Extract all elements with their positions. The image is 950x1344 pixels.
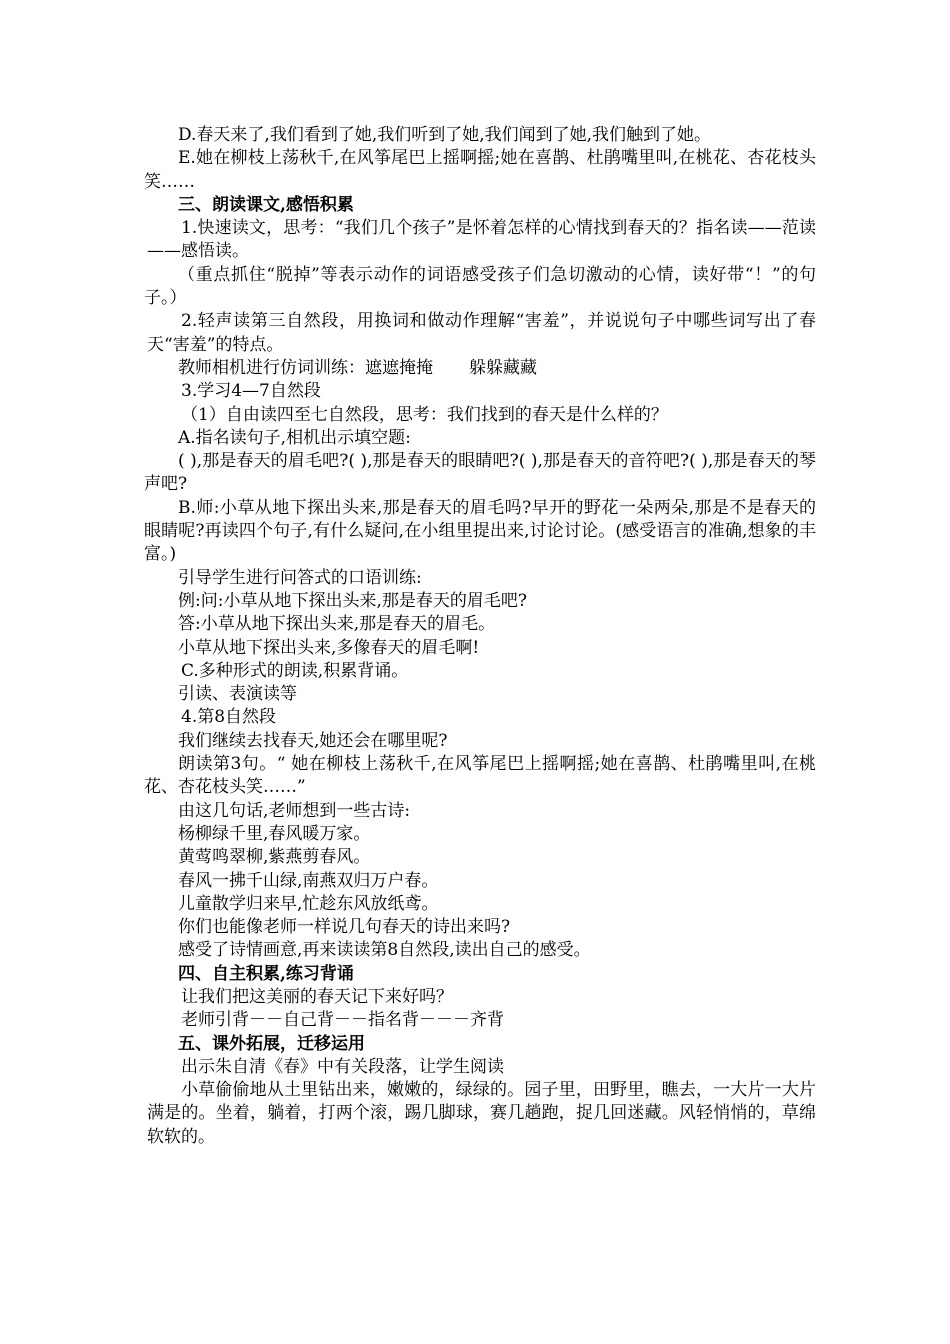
- continue-spring: 我们继续去找春天,她还会在哪里呢?: [178, 730, 448, 751]
- option-e: E.她在柳枝上荡秋千,在风筝尾巴上摇啊摇;她在喜鹊、杜鹃嘴里叫,在桃花、杏花枝头笑……: [144, 148, 816, 192]
- step-2: 2.轻声读第三自然段，用换词和做动作理解“害羞”，并说说句子中哪些词写出了春天“害羞”的特点。: [147, 311, 816, 355]
- example-answer-2: 小草从地下探出头来,多像春天的眉毛啊!: [178, 637, 480, 658]
- step-1-note: （重点抓住“脱掉”等表示动作的词语感受孩子们急切激动的心情，读好带“！”的句子。）: [144, 264, 816, 309]
- word-training-label: 教师相机进行仿词训练：遮遮掩掩: [178, 357, 433, 378]
- step-4: 4.第8自然段: [181, 707, 277, 728]
- word-training: [144, 357, 816, 380]
- remember-spring: 让我们把这美丽的春天记下来好吗？: [181, 986, 453, 1007]
- poem-line-4: 儿童散学归来早,忙趁东风放纸鸢。: [178, 893, 439, 914]
- read-sentence-3: 朗读第3句。“ 她在柳枝上荡秋千,在风筝尾巴上摇啊摇;她在喜鹊、杜鹃嘴里叫,在桃花、杏花枝头笑……”: [144, 754, 816, 798]
- oral-training: 引导学生进行问答式的口语训练:: [178, 567, 422, 588]
- word-training-word: 躲躲藏藏: [469, 357, 537, 378]
- poem-intro: 由这几句话,老师想到一些古诗:: [178, 800, 411, 821]
- step-3: 3.学习4—7自然段: [181, 381, 321, 402]
- step-c: C.多种形式的朗读,积累背诵。: [181, 660, 409, 681]
- section-heading-4: 四、自主积累,练习背诵: [178, 963, 354, 984]
- step-3-1: （1）自由读四至七自然段，思考：我们找到的春天是什么样的？: [181, 404, 668, 425]
- section-heading-3: 三、朗读课文,感悟积累: [178, 194, 354, 215]
- document-page: [144, 124, 816, 1149]
- poem-line-3: 春风一拂千山绿,南燕双归万户春。: [178, 870, 439, 891]
- poem-question: 你们也能像老师一样说几句春天的诗出来吗?: [178, 917, 511, 938]
- poem-feeling: 感受了诗情画意,再来读读第8自然段,读出自己的感受。: [178, 940, 591, 961]
- example-answer: 答:小草从地下探出头来,那是春天的眉毛。: [178, 614, 496, 635]
- example-question: 例:问:小草从地下探出头来,那是春天的眉毛吧?: [178, 590, 527, 611]
- step-1: 1.快速读文，思考：“我们几个孩子”是怀着怎样的心情找到春天的？指名读——范读——感悟读。: [147, 218, 816, 262]
- reading-passage: 小草偷偷地从土里钻出来，嫩嫩的，绿绿的。园子里，田野里，瞧去，一大片一大片满是的。坐着，躺着，打两个滚，踢几脚球，赛几趟跑，捉几回迷藏。风轻悄悄的，草绵软软的。: [147, 1080, 816, 1147]
- poem-line-1: 杨柳绿千里,春风暖万家。: [178, 823, 371, 844]
- recite-flow: 老师引背－－自己背－－指名背－－－齐背: [181, 1010, 504, 1031]
- read-forms: 引读、表演读等: [178, 684, 297, 705]
- fill-blank: ( ),那是春天的眉毛吧?( ),那是春天的眼睛吧?( ),那是春天的音符吧?( ),那是春天的琴声吧?: [144, 451, 816, 495]
- step-a: A.指名读句子,相机出示填空题:: [178, 427, 411, 448]
- reading-intro: 出示朱自清《春》中有关段落，让学生阅读: [181, 1056, 504, 1077]
- section-heading-5: 五、课外拓展，迁移运用: [178, 1033, 365, 1054]
- option-d: D.春天来了,我们看到了她,我们听到了她,我们闻到了她,我们触到了她。: [178, 125, 712, 145]
- poem-line-2: 黄莺鸣翠柳,紫燕剪春风。: [178, 847, 371, 868]
- step-b: B.师:小草从地下探出头来,那是春天的眉毛吗?早开的野花一朵两朵,那是不是春天的眼睛呢?再读四个句子,有什么疑问,在小组里提出来,讨论讨论。(感受语言的准确,想象的丰富。): [144, 497, 816, 565]
